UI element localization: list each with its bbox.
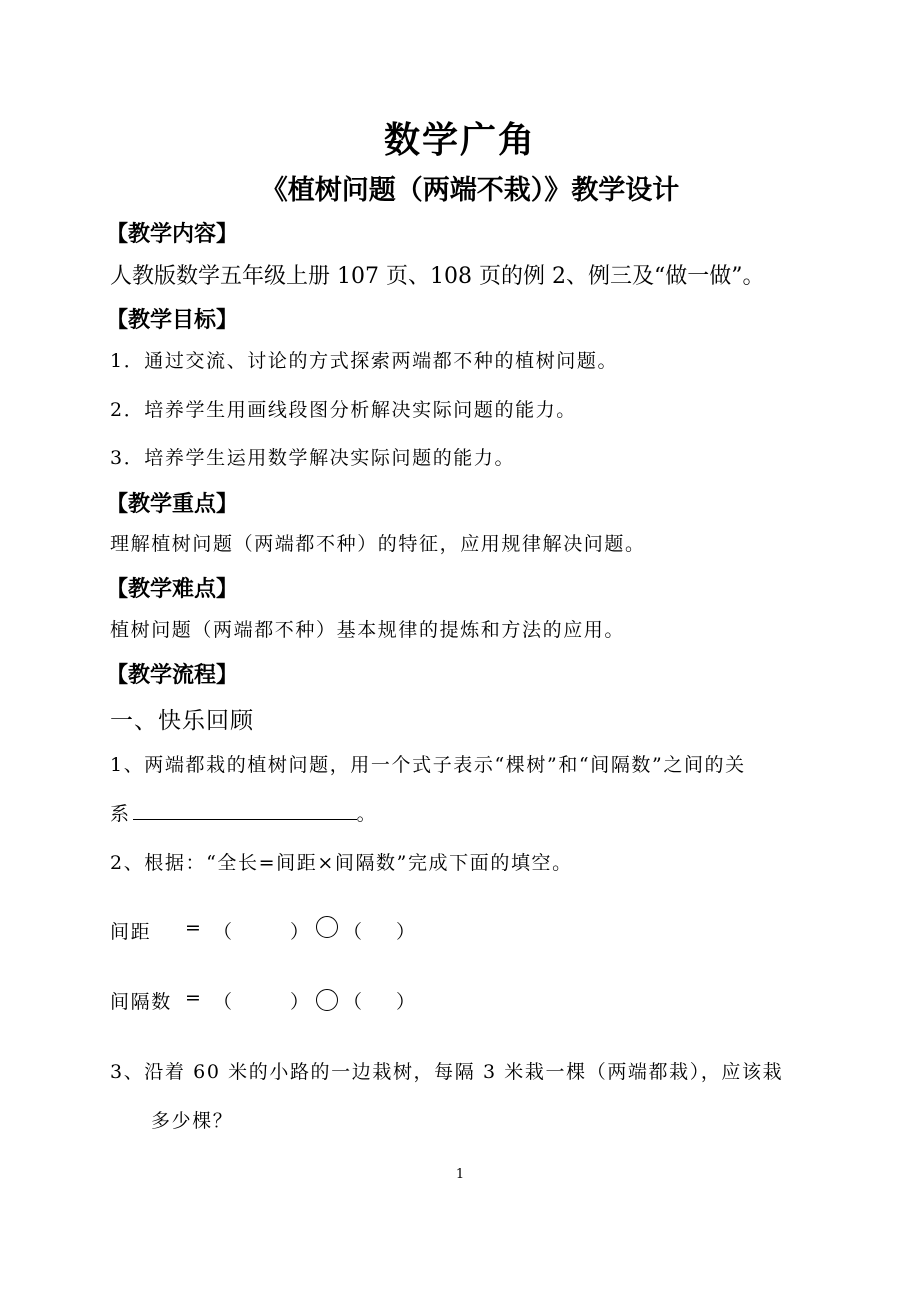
document-subtitle: 《植树问题（两端不栽）》教学设计 [260, 175, 680, 206]
fill-row-open-paren: （ [213, 991, 234, 1013]
fill-row-label: 间隔数 [110, 991, 172, 1013]
fill-row-close-paren: ） [290, 991, 311, 1013]
heading-key-point: 【教学重点】 [106, 492, 239, 517]
question-1-line-1: 1、两端都栽的植树问题，用一个式子表示“棵树”和“间隔数”之间的关 [110, 754, 746, 776]
fill-row-label: 间距 [110, 921, 152, 943]
goal-item: 1．通过交流、讨论的方式探索两端都不种的植树问题。 [110, 350, 619, 372]
fill-row-equals: = [185, 987, 203, 1009]
question-1-line-2 [110, 799, 377, 826]
fill-row-close-paren: ） [396, 921, 417, 943]
page-number: 1 [455, 1167, 465, 1182]
fill-row-open-paren: （ [343, 921, 364, 943]
question-1-prefix: 系 [110, 803, 131, 825]
heading-process: 【教学流程】 [106, 663, 239, 688]
answer-blank[interactable] [133, 801, 357, 820]
content-text: 人教版数学五年级上册 107 页、108 页的例 2、例三及“做一做”。 [110, 264, 765, 289]
heading-goals: 【教学目标】 [106, 308, 239, 333]
question-2: 2、根据：“全长=间距×间隔数”完成下面的填空。 [110, 852, 573, 874]
operator-circle[interactable] [316, 989, 338, 1011]
document-title: 数学广角 [383, 120, 536, 161]
operator-circle[interactable] [316, 916, 338, 938]
difficulty-text: 植树问题（两端都不种）基本规律的提炼和方法的应用。 [110, 619, 626, 641]
goal-item: 2．培养学生用画线段图分析解决实际问题的能力。 [110, 399, 577, 421]
fill-row-equals: = [185, 917, 203, 939]
fill-row-open-paren: （ [213, 921, 234, 943]
heading-content: 【教学内容】 [106, 222, 239, 247]
heading-difficulty: 【教学难点】 [106, 577, 239, 602]
question-3-line-2: 多少棵？ [151, 1110, 234, 1132]
fill-row-close-paren: ） [290, 921, 311, 943]
question-1-suffix: 。 [356, 803, 378, 825]
part-one-heading: 一、快乐回顾 [110, 708, 254, 734]
question-3-line-1: 3、沿着 60 米的小路的一边栽树，每隔 3 米栽一棵（两端都栽），应该栽 [110, 1061, 784, 1083]
goal-item: 3．培养学生运用数学解决实际问题的能力。 [110, 447, 516, 469]
fill-row-close-paren: ） [396, 991, 417, 1013]
key-point-text: 理解植树问题（两端都不种）的特征，应用规律解决问题。 [110, 533, 646, 555]
fill-row-open-paren: （ [343, 991, 364, 1013]
